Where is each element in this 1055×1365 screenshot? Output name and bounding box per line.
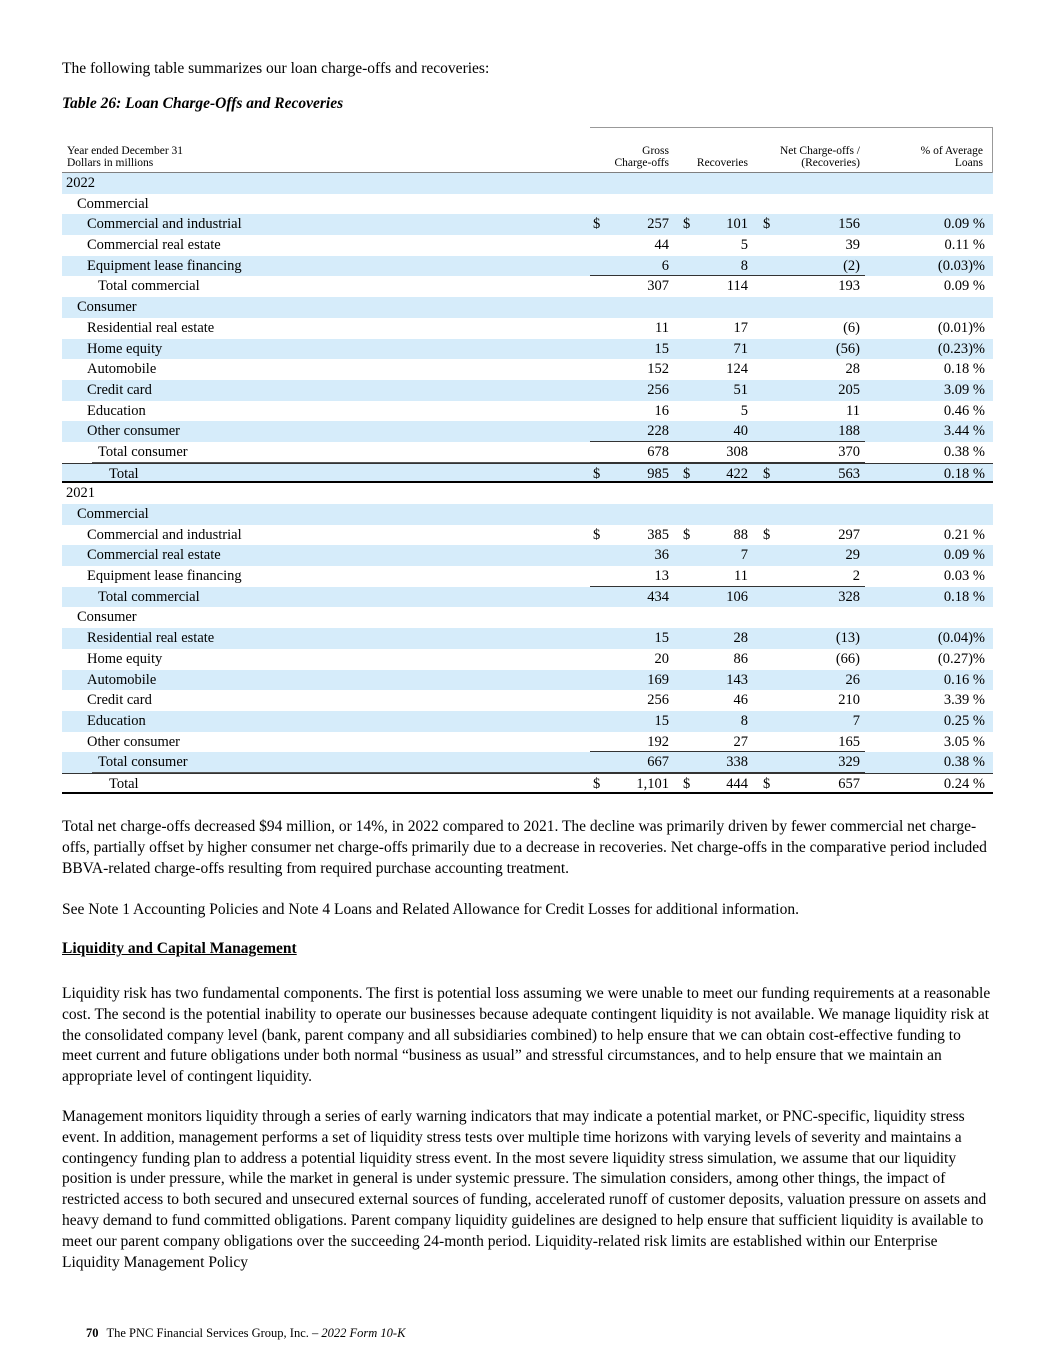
recoveries-value: 338 xyxy=(726,754,748,771)
row-label: Automobile xyxy=(87,361,157,378)
recoveries-value: 5 xyxy=(740,402,748,419)
row-label: Education xyxy=(87,712,146,729)
gross-charge-offs-value: 15 xyxy=(654,712,669,729)
table-row xyxy=(62,276,993,297)
row-label: Total commercial xyxy=(98,588,200,605)
gross-charge-offs-value: 13 xyxy=(654,568,669,585)
row-label: Commercial xyxy=(77,195,149,212)
row-label: 2022 xyxy=(66,175,95,191)
net-charge-offs-value: 193 xyxy=(838,278,860,295)
pct-average-loans-value: 0.11 % xyxy=(944,237,985,254)
table-row xyxy=(62,339,993,360)
net-charge-offs-value: 28 xyxy=(845,361,860,378)
gross-charge-offs-value: 256 xyxy=(647,381,669,398)
row-label: Total xyxy=(109,465,139,482)
net-charge-offs-value: 29 xyxy=(845,547,860,564)
net-charge-offs-value: 328 xyxy=(838,588,860,605)
pct-average-loans-value: 3.05 % xyxy=(943,733,985,750)
table-row xyxy=(62,566,993,587)
net-charge-offs-value: 205 xyxy=(838,381,860,398)
table-row xyxy=(62,297,993,318)
table-row xyxy=(62,607,993,628)
gross-charge-offs-value: 1,101 xyxy=(636,775,669,792)
table-row xyxy=(62,380,993,401)
pct-average-loans-value: 0.18 % xyxy=(943,465,985,482)
pct-average-loans-value: 0.46 % xyxy=(943,402,985,419)
pct-average-loans-value: (0.03)% xyxy=(937,257,985,274)
net-charge-offs-value: 188 xyxy=(838,423,860,440)
pct-average-loans-value: 0.25 % xyxy=(943,712,985,729)
pct-average-loans-value: 3.09 % xyxy=(943,381,985,398)
gross-charge-offs-value: 307 xyxy=(647,278,669,295)
page-number: 70 xyxy=(86,1326,99,1340)
net-charge-offs-value: (56) xyxy=(835,340,860,357)
net-dollar-sign: $ xyxy=(763,465,771,482)
net-charge-offs-value: 11 xyxy=(846,402,860,419)
footer-company: The PNC Financial Services Group, Inc. – xyxy=(106,1326,322,1340)
recoveries-value: 101 xyxy=(726,216,748,233)
row-label: Commercial real estate xyxy=(87,237,221,254)
net-dollar-sign: $ xyxy=(763,526,771,543)
pct-average-loans-value: 3.39 % xyxy=(943,692,985,709)
row-label: Commercial xyxy=(77,506,149,522)
liquidity-monitoring-paragraph: Management monitors liquidity through a series of early warning indicators that may indicate a potential market, or PNC-specific, liquidity stress event. In addition, management performs a set of liquidity stress tests over multiple time horizons with varying levels of severity and maintains a contingency funding plan to address a potential liquidity stress event. In the most severe liquidity stress simulation, we assume that our liquidity position is under pressure, while the market in general is under systemic pressure. The simulation considers, among other things, the impact of restricted access to both secured and unsecured external sources of funding, accelerated runoff of customer deposits, valuation pressure on assets and heavy demand to fund committed obligations. Parent company liquidity guidelines are designed to help ensure that sufficient liquidity is available to meet our parent company obligations over the succeeding 24-month period. Liquidity-related risk limits are established within our Enterprise Liquidity Management Policy xyxy=(62,1108,987,1271)
recoveries-value: 27 xyxy=(733,733,748,750)
row-label: Commercial real estate xyxy=(87,547,221,564)
recoveries-value: 28 xyxy=(733,630,748,647)
net-charge-offs-value: 563 xyxy=(838,465,860,482)
net-charge-offs-value: 329 xyxy=(838,754,860,771)
table-row xyxy=(62,235,993,256)
recoveries-value: 308 xyxy=(726,443,748,460)
row-label: Residential real estate xyxy=(87,630,215,647)
gross-charge-offs-value: 20 xyxy=(654,650,669,667)
table-row xyxy=(62,525,993,546)
pct-average-loans-value: 0.21 % xyxy=(943,526,985,543)
gross-charge-offs-value: 228 xyxy=(647,423,669,440)
row-label: Credit card xyxy=(87,692,152,709)
table-body xyxy=(62,173,993,794)
table-row xyxy=(62,773,993,794)
row-label: Total consumer xyxy=(98,754,188,771)
pct-average-loans-value: 0.38 % xyxy=(943,754,985,771)
net-charge-offs-value: 210 xyxy=(838,692,860,709)
pct-average-loans-value: 0.09 % xyxy=(943,547,985,564)
intro-text: The following table summarizes our loan charge-offs and recoveries: xyxy=(62,60,490,77)
table-header xyxy=(62,127,993,173)
recoveries-value: 444 xyxy=(726,775,748,792)
table-row xyxy=(62,214,993,235)
net-charge-offs-value: 26 xyxy=(845,671,860,688)
net-charge-offs-value: (66) xyxy=(835,650,860,667)
table-row xyxy=(62,483,993,504)
pct-average-loans-value: 0.38 % xyxy=(943,443,985,460)
header-pct-average-loans: % of Average Loans xyxy=(920,145,983,169)
gross-dollar-sign: $ xyxy=(593,216,601,233)
table-row xyxy=(62,194,993,215)
footer-form: 2022 Form 10-K xyxy=(321,1326,406,1340)
header-recoveries: Recoveries xyxy=(696,157,748,169)
page-footer xyxy=(86,1326,405,1341)
gross-charge-offs-value: 15 xyxy=(654,340,669,357)
recoveries-value: 143 xyxy=(726,671,748,688)
row-label: Consumer xyxy=(77,299,137,316)
section-heading: Liquidity and Capital Management xyxy=(62,940,297,957)
recoveries-value: 86 xyxy=(733,650,748,667)
pct-average-loans-value: 0.18 % xyxy=(943,361,985,378)
row-label: Automobile xyxy=(87,671,157,688)
recoveries-value: 8 xyxy=(740,712,748,729)
net-charge-offs-paragraph: Total net charge-offs decreased $94 million, or 14%, in 2022 compared to 2021. The decline was primarily driven by fewer commercial net charge-offs, partially offset by higher consumer net charge-offs primarily due to a decrease in recoveries. Net charge-offs in the comparative period included BBVA-related charge-offs resulting from required purchase accounting treatment. xyxy=(62,818,987,877)
header-gross-charge-offs: Gross Charge-offs xyxy=(614,145,669,169)
pct-average-loans-value: 0.09 % xyxy=(943,278,985,295)
table-row xyxy=(62,649,993,670)
gross-charge-offs-value: 36 xyxy=(654,547,669,564)
recoveries-dollar-sign: $ xyxy=(683,216,691,233)
table-row xyxy=(62,421,993,442)
row-label: Consumer xyxy=(77,609,137,626)
table-row xyxy=(62,690,993,711)
row-label: Other consumer xyxy=(87,423,181,440)
gross-charge-offs-value: 16 xyxy=(654,402,669,419)
row-label: Total consumer xyxy=(98,443,188,460)
table-row xyxy=(62,359,993,380)
recoveries-value: 124 xyxy=(726,361,748,378)
pct-average-loans-value: 0.24 % xyxy=(943,775,985,792)
recoveries-dollar-sign: $ xyxy=(683,775,691,792)
row-label: 2021 xyxy=(66,485,95,502)
recoveries-dollar-sign: $ xyxy=(683,465,691,482)
pct-average-loans-value: 0.18 % xyxy=(943,588,985,605)
recoveries-value: 51 xyxy=(733,381,748,398)
row-label: Residential real estate xyxy=(87,319,215,336)
pct-average-loans-value: (0.23)% xyxy=(937,340,985,357)
net-charge-offs-value: 156 xyxy=(838,216,860,233)
table-row xyxy=(62,752,993,773)
net-charge-offs-value: 39 xyxy=(845,237,860,254)
table-row xyxy=(62,545,993,566)
pct-average-loans-value: 0.03 % xyxy=(943,568,985,585)
table-row xyxy=(62,711,993,732)
recoveries-value: 11 xyxy=(734,568,748,585)
table-row xyxy=(62,504,993,525)
gross-charge-offs-value: 169 xyxy=(647,671,669,688)
row-label: Equipment lease financing xyxy=(87,568,242,585)
recoveries-value: 8 xyxy=(740,257,748,274)
net-charge-offs-value: 297 xyxy=(838,526,860,543)
net-charge-offs-value: (6) xyxy=(843,319,860,336)
recoveries-value: 422 xyxy=(726,465,748,482)
net-charge-offs-value: 165 xyxy=(838,733,860,750)
pct-average-loans-value: 0.16 % xyxy=(943,671,985,688)
recoveries-value: 88 xyxy=(733,526,748,543)
recoveries-value: 17 xyxy=(733,319,748,336)
row-label: Commercial and industrial xyxy=(87,526,242,543)
net-charge-offs-value: 2 xyxy=(852,568,860,585)
table-row xyxy=(62,401,993,422)
gross-charge-offs-value: 44 xyxy=(654,237,669,254)
net-dollar-sign: $ xyxy=(763,775,771,792)
recoveries-value: 40 xyxy=(733,423,748,440)
net-dollar-sign: $ xyxy=(763,216,771,233)
recoveries-value: 114 xyxy=(726,278,748,295)
row-label: Home equity xyxy=(87,340,163,357)
charge-offs-table xyxy=(62,127,993,794)
gross-charge-offs-value: 11 xyxy=(655,319,669,336)
liquidity-risk-paragraph: Liquidity risk has two fundamental components. The first is potential loss assuming we were unable to meet our funding requirements at a reasonable cost. The second is the potential inability to operate our businesses because adequate contingent liquidity is not available. We manage liquidity risk at the consolidated company level (bank, parent company and all subsidiaries combined) to help ensure that we can obtain cost-effective funding to meet current and future obligations under both normal “business as usual” and stressful circumstances, and to help ensure that we maintain an appropriate level of contingent liquidity. xyxy=(62,985,991,1086)
see-note-paragraph: See Note 1 Accounting Policies and Note 4 Loans and Related Allowance for Credit Losses for additional information. xyxy=(62,901,799,918)
net-charge-offs-value: 657 xyxy=(838,775,860,792)
gross-charge-offs-value: 434 xyxy=(647,588,669,605)
gross-charge-offs-value: 257 xyxy=(647,216,669,233)
gross-charge-offs-value: 6 xyxy=(661,257,669,274)
table-row xyxy=(62,463,993,484)
table-row xyxy=(62,670,993,691)
gross-dollar-sign: $ xyxy=(593,465,601,482)
row-label: Total xyxy=(109,775,139,792)
header-year-dollars: Year ended December 31 Dollars in millions xyxy=(67,145,184,169)
gross-charge-offs-value: 385 xyxy=(647,526,669,543)
table-row xyxy=(62,318,993,339)
recoveries-dollar-sign: $ xyxy=(683,526,691,543)
table-title: Table 26: Loan Charge-Offs and Recoveries xyxy=(62,95,344,112)
recoveries-value: 46 xyxy=(733,692,748,709)
gross-charge-offs-value: 256 xyxy=(647,692,669,709)
gross-charge-offs-value: 667 xyxy=(647,754,669,771)
gross-dollar-sign: $ xyxy=(593,526,601,543)
table-row xyxy=(62,587,993,608)
row-label: Equipment lease financing xyxy=(87,257,242,274)
recoveries-value: 7 xyxy=(740,547,748,564)
gross-charge-offs-value: 15 xyxy=(654,630,669,647)
table-row xyxy=(62,732,993,753)
recoveries-value: 71 xyxy=(733,340,748,357)
net-charge-offs-value: 7 xyxy=(852,712,860,729)
pct-average-loans-value: (0.04)% xyxy=(937,630,985,647)
net-charge-offs-value: (2) xyxy=(843,257,860,274)
table-row xyxy=(62,628,993,649)
table-row xyxy=(62,173,993,194)
gross-charge-offs-value: 985 xyxy=(647,465,669,482)
net-charge-offs-value: (13) xyxy=(835,630,860,647)
header-net-charge-offs: Net Charge-offs / (Recoveries) xyxy=(779,145,860,169)
row-label: Education xyxy=(87,402,146,419)
table-row xyxy=(62,442,993,463)
row-label: Total commercial xyxy=(98,278,200,295)
recoveries-value: 106 xyxy=(726,588,748,605)
pct-average-loans-value: 0.09 % xyxy=(943,216,985,233)
row-label: Other consumer xyxy=(87,733,181,750)
net-charge-offs-value: 370 xyxy=(838,443,860,460)
table-row xyxy=(62,256,993,277)
pct-average-loans-value: (0.01)% xyxy=(937,319,985,336)
gross-charge-offs-value: 192 xyxy=(647,733,669,750)
gross-charge-offs-value: 152 xyxy=(647,361,669,378)
pct-average-loans-value: (0.27)% xyxy=(937,650,985,667)
pct-average-loans-value: 3.44 % xyxy=(943,423,985,440)
gross-charge-offs-value: 678 xyxy=(647,443,669,460)
row-label: Credit card xyxy=(87,381,152,398)
gross-dollar-sign: $ xyxy=(593,775,601,792)
recoveries-value: 5 xyxy=(740,237,748,254)
row-label: Commercial and industrial xyxy=(87,216,242,233)
row-label: Home equity xyxy=(87,650,163,667)
